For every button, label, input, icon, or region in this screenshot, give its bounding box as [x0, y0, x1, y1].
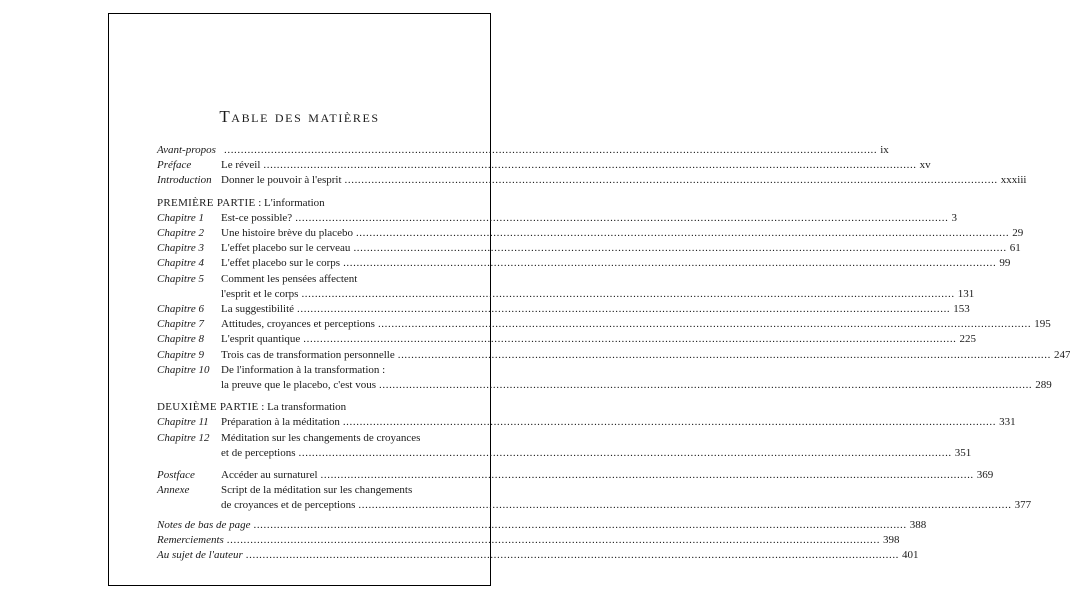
toc-end-1: [157, 518, 927, 533]
entry-title: l'esprit et le corps: [221, 287, 299, 300]
part-heading-2: [157, 400, 443, 415]
toc-chapter-6: [157, 302, 970, 317]
entry-line: [221, 483, 1031, 498]
leader-dots: [345, 173, 998, 188]
entry-line: [221, 446, 971, 461]
entry-page: 131: [957, 287, 975, 300]
entry-label: Chapitre 2: [157, 227, 204, 240]
part1-chapters: [157, 211, 1070, 393]
toc-chapter-9: [157, 348, 1070, 363]
entry-label: Chapitre 3: [157, 242, 204, 255]
entry-title: De l'information à la transformation :: [221, 363, 386, 376]
entry-label: Introduction: [157, 174, 212, 187]
entry-title: Donner le pouvoir à l'esprit: [221, 174, 342, 187]
entry-line: [221, 332, 976, 347]
entry-label: Notes de bas de page: [157, 518, 251, 531]
back-matter: [157, 468, 1032, 514]
toc-chapter-2: [157, 226, 1024, 241]
entry-page: 247: [1053, 348, 1070, 361]
leader-dots: [246, 548, 899, 563]
part-subtitle: : L'information: [255, 196, 325, 209]
entry-body: [221, 158, 931, 173]
entry-title: Méditation sur les changements de croyances: [221, 431, 421, 444]
entry-label: Annexe: [157, 484, 190, 497]
entry-body: [221, 332, 976, 347]
entry-line: [221, 363, 1052, 378]
entry-line: [221, 348, 1070, 363]
leader-dots: [263, 158, 916, 173]
entry-line: [221, 256, 1010, 271]
entry-page: 153: [953, 303, 970, 316]
entry-label: Au sujet de l'auteur: [157, 549, 243, 562]
entry-label: Préface: [157, 159, 192, 172]
end-matter: [157, 518, 927, 564]
part-title: PREMIÈRE PARTIE: [157, 196, 256, 209]
toc-chapter-2: [157, 431, 972, 461]
table-of-contents: [157, 143, 1070, 563]
entry-title: et de perceptions: [221, 446, 296, 459]
entry-line: [221, 226, 1023, 241]
entry-body: [221, 431, 971, 461]
toc-entry-preface: [157, 158, 931, 173]
entry-label: Chapitre 8: [157, 333, 204, 346]
entry-page: 377: [1014, 499, 1032, 512]
leader-dots: [299, 446, 952, 461]
entry-label: Chapitre 12: [157, 431, 210, 444]
entry-line: [221, 272, 974, 287]
entry-title: Trois cas de transformation personnelle: [221, 348, 395, 361]
entry-label: Postface: [157, 469, 195, 482]
entry-line: [221, 415, 1016, 430]
entry-page: 29: [1012, 227, 1024, 240]
entry-label: Chapitre 5: [157, 272, 204, 285]
toc-end-2: [157, 533, 900, 548]
entry-body: [221, 363, 1052, 393]
entry-body: [221, 415, 1016, 430]
entry-body: [221, 143, 889, 158]
toc-chapter-8: [157, 332, 977, 347]
leader-dots: [398, 348, 1051, 363]
part-title: DEUXIÈME PARTIE: [157, 401, 259, 414]
entry-body: [221, 483, 1031, 513]
entry-line: [221, 317, 1051, 332]
toc-end-3: [157, 548, 919, 563]
entry-body: [221, 241, 1021, 256]
entry-label: Remerciements: [157, 533, 224, 546]
entry-title: L'esprit quantique: [221, 333, 301, 346]
entry-body: [221, 468, 993, 483]
leader-dots: [343, 415, 996, 430]
book-page: [108, 13, 1070, 586]
entry-page: 195: [1034, 318, 1051, 331]
leader-dots: [297, 302, 950, 317]
entry-label: Avant-propos: [157, 144, 216, 156]
part2-chapters: [157, 415, 1016, 461]
entry-title: Le réveil: [221, 159, 261, 172]
leader-dots: [379, 378, 1032, 393]
leader-dots: [321, 468, 974, 483]
entry-body: [221, 348, 1070, 363]
entry-page: ix: [880, 144, 889, 156]
part-subtitle: : La transformation: [258, 401, 347, 414]
entry-page: 3: [951, 211, 957, 224]
toc-chapter-3: [157, 241, 1021, 256]
entry-body: [221, 317, 1051, 332]
entry-body: [221, 226, 1023, 241]
entry-line: [221, 241, 1021, 256]
entry-label: Chapitre 9: [157, 348, 204, 361]
part-heading-1: [157, 196, 443, 211]
entry-body: [221, 211, 957, 226]
leader-dots: [227, 533, 880, 548]
toc-back-1: [157, 468, 994, 483]
entry-page: 398: [883, 533, 900, 546]
entry-title: Accéder au surnaturel: [221, 469, 318, 482]
leader-dots: [378, 317, 1031, 332]
entry-page: 351: [954, 446, 972, 459]
entry-label: Chapitre 1: [157, 211, 204, 224]
entry-line: [221, 468, 993, 483]
entry-body: [221, 173, 1027, 188]
entry-line: [221, 302, 970, 317]
page-title: Table des matières: [219, 107, 380, 126]
leader-dots: [295, 211, 948, 226]
entry-line: [221, 211, 957, 226]
leader-dots: [356, 226, 1009, 241]
entry-label: Chapitre 10: [157, 363, 210, 376]
entry-label: Chapitre 11: [157, 416, 209, 429]
leader-dots: [301, 287, 954, 302]
entry-title: Préparation à la méditation: [221, 416, 340, 429]
entry-title: de croyances et de perceptions: [221, 499, 356, 512]
leader-dots: [253, 518, 906, 533]
toc-chapter-5: [157, 272, 975, 302]
leader-dots: [353, 241, 1006, 256]
entry-page: 401: [902, 549, 919, 562]
entry-title: Est-ce possible?: [221, 211, 293, 224]
leader-dots: [303, 332, 956, 347]
entry-page: 99: [999, 257, 1011, 270]
toc-entry-avant-propos: [157, 143, 889, 158]
entry-page: 388: [909, 518, 927, 531]
toc-chapter-10: [157, 363, 1052, 393]
entry-body: [221, 302, 970, 317]
toc-entry-introduction: [157, 173, 1027, 188]
entry-line: [221, 431, 971, 446]
entry-title: la preuve que le placebo, c'est vous: [221, 379, 377, 392]
entry-title: Script de la méditation sur les changements: [221, 484, 413, 497]
entry-title: Comment les pensées affectent: [221, 272, 358, 285]
entry-label: Chapitre 6: [157, 303, 204, 316]
entry-title: Une histoire brève du placebo: [221, 227, 353, 240]
entry-page: 369: [976, 469, 994, 482]
toc-back-2: [157, 483, 1032, 513]
entry-label: Chapitre 7: [157, 318, 204, 331]
toc-chapter-7: [157, 317, 1051, 332]
entry-label: Chapitre 4: [157, 257, 204, 270]
entry-line: [221, 378, 1052, 393]
entry-page: 289: [1035, 379, 1052, 392]
entry-title: La suggestibilité: [221, 303, 295, 316]
entry-title: L'effet placebo sur le cerveau: [221, 242, 351, 255]
entry-body: [221, 256, 1010, 271]
toc-chapter-1: [157, 211, 957, 226]
entry-line: [221, 498, 1031, 513]
entry-body: [221, 272, 974, 302]
entry-page: 331: [999, 416, 1016, 429]
toc-chapter-4: [157, 256, 1011, 271]
entry-title: Attitudes, croyances et perceptions: [221, 318, 375, 331]
entry-title: L'effet placebo sur le corps: [221, 257, 341, 270]
entry-page: 225: [959, 333, 977, 346]
toc-chapter-1: [157, 415, 1016, 430]
leader-dots: [224, 143, 877, 158]
leader-dots: [358, 498, 1011, 513]
entry-page: xxxiii: [1000, 174, 1027, 187]
leader-dots: [343, 256, 996, 271]
entry-page: xv: [919, 159, 931, 172]
entry-line: [221, 287, 974, 302]
entry-page: 61: [1009, 242, 1021, 255]
